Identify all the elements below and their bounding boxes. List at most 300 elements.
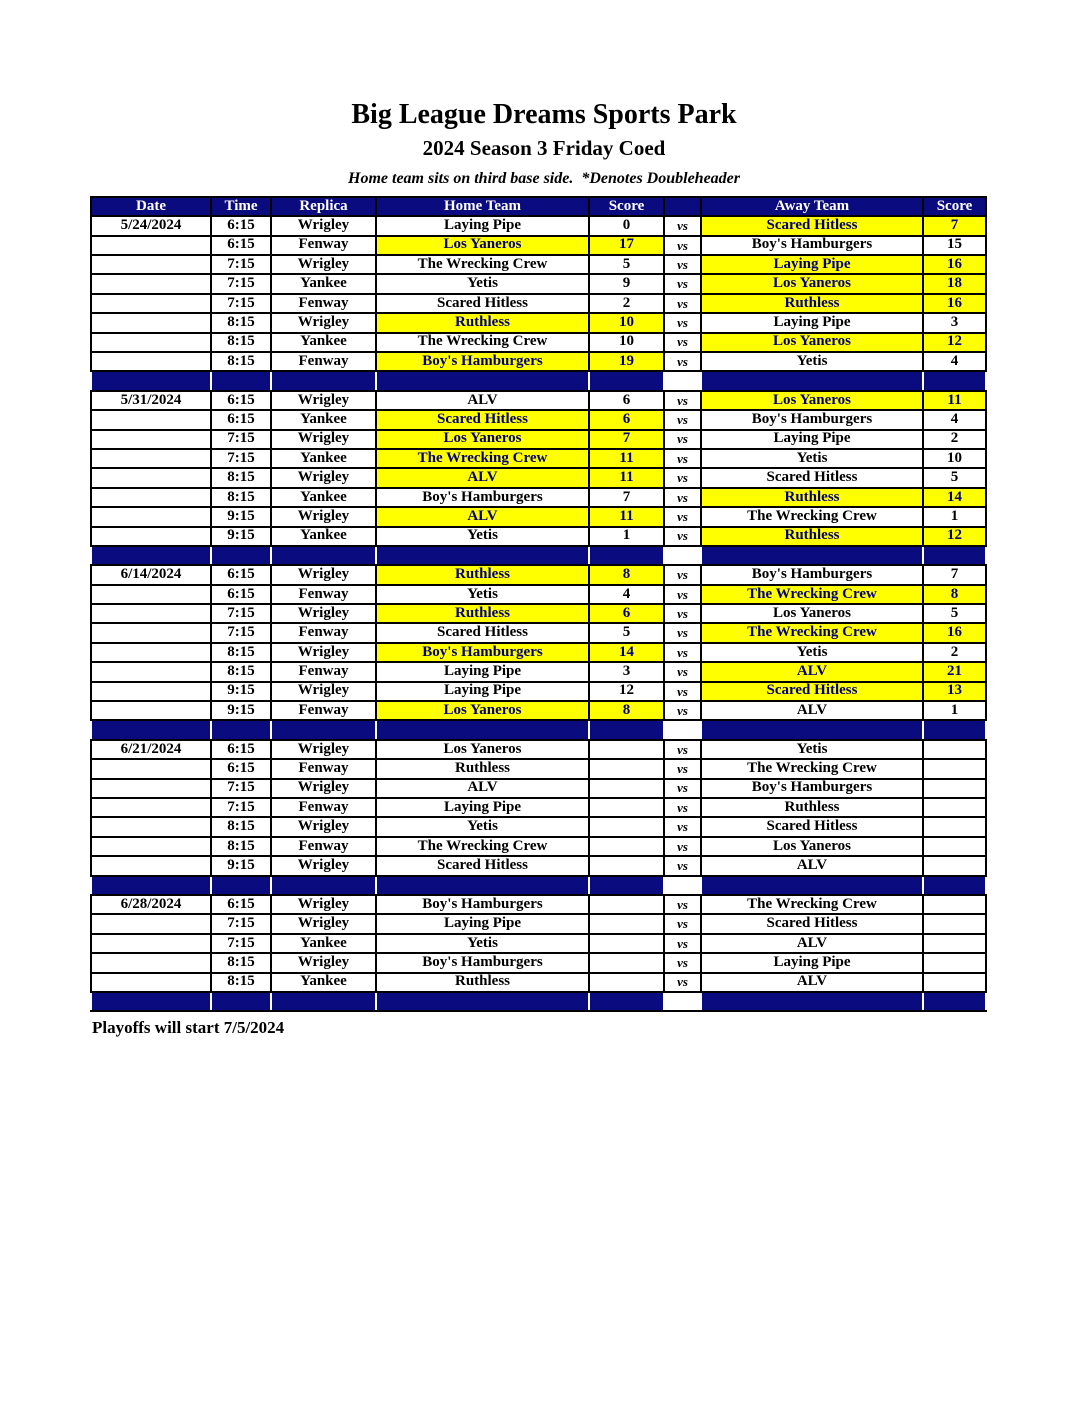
away-score-cell: 4 xyxy=(923,352,986,371)
header-away-score: Score xyxy=(923,197,986,216)
vs-label-cell: vs xyxy=(664,973,701,992)
game-row xyxy=(91,759,986,778)
vs-label-cell: vs xyxy=(664,953,701,972)
replica-cell: Wrigley xyxy=(271,682,376,701)
home-score-cell xyxy=(589,914,664,933)
away-score-cell xyxy=(923,759,986,778)
home-score-cell: 10 xyxy=(589,333,664,352)
game-row xyxy=(91,662,986,681)
home-team-cell: ALV xyxy=(376,779,589,798)
vs-label-cell: vs xyxy=(664,236,701,255)
separator-cell xyxy=(211,371,271,390)
time-cell: 8:15 xyxy=(211,468,271,487)
game-row xyxy=(91,779,986,798)
home-team-cell: ALV xyxy=(376,468,589,487)
away-score-cell: 5 xyxy=(923,468,986,487)
date-cell xyxy=(91,449,211,468)
time-cell: 7:15 xyxy=(211,604,271,623)
vs-label-cell: vs xyxy=(664,294,701,313)
separator-cell xyxy=(923,992,986,1011)
date-cell xyxy=(91,255,211,274)
date-cell xyxy=(91,274,211,293)
home-score-cell xyxy=(589,856,664,875)
date-cell xyxy=(91,410,211,429)
time-cell: 7:15 xyxy=(211,623,271,642)
away-team-cell: Scared Hitless xyxy=(701,216,923,235)
replica-cell: Yankee xyxy=(271,274,376,293)
home-score-cell: 2 xyxy=(589,294,664,313)
separator-cell xyxy=(664,992,701,1011)
home-team-cell: Scared Hitless xyxy=(376,294,589,313)
separator-cell xyxy=(589,992,664,1011)
away-score-cell: 2 xyxy=(923,643,986,662)
home-team-cell: Laying Pipe xyxy=(376,216,589,235)
separator-cell xyxy=(91,720,211,739)
vs-label-cell: vs xyxy=(664,759,701,778)
game-row xyxy=(91,236,986,255)
game-row xyxy=(91,817,986,836)
away-team-cell: Laying Pipe xyxy=(701,313,923,332)
home-team-cell: Laying Pipe xyxy=(376,662,589,681)
home-score-cell: 12 xyxy=(589,682,664,701)
replica-cell: Wrigley xyxy=(271,953,376,972)
header-replica: Replica xyxy=(271,197,376,216)
time-cell: 8:15 xyxy=(211,488,271,507)
separator-row xyxy=(91,992,986,1011)
date-cell xyxy=(91,914,211,933)
away-team-cell: Los Yaneros xyxy=(701,837,923,856)
replica-cell: Wrigley xyxy=(271,565,376,584)
replica-cell: Fenway xyxy=(271,294,376,313)
game-row xyxy=(91,895,986,914)
replica-cell: Fenway xyxy=(271,837,376,856)
date-cell xyxy=(91,333,211,352)
away-team-cell: Los Yaneros xyxy=(701,604,923,623)
away-score-cell xyxy=(923,817,986,836)
date-cell xyxy=(91,856,211,875)
time-cell: 6:15 xyxy=(211,236,271,255)
home-score-cell: 1 xyxy=(589,527,664,546)
playoffs-note: Playoffs will start 7/5/2024 xyxy=(92,1018,285,1038)
time-cell: 6:15 xyxy=(211,585,271,604)
home-team-cell: Laying Pipe xyxy=(376,682,589,701)
date-cell xyxy=(91,934,211,953)
replica-cell: Wrigley xyxy=(271,817,376,836)
home-team-cell: Scared Hitless xyxy=(376,623,589,642)
time-cell: 8:15 xyxy=(211,817,271,836)
date-cell xyxy=(91,507,211,526)
away-team-cell: The Wrecking Crew xyxy=(701,585,923,604)
home-team-note: Home team sits on third base side. *Denotes Doubleheader xyxy=(348,170,740,188)
home-team-cell: Ruthless xyxy=(376,604,589,623)
replica-cell: Fenway xyxy=(271,236,376,255)
replica-cell: Wrigley xyxy=(271,507,376,526)
away-score-cell xyxy=(923,798,986,817)
home-team-cell: The Wrecking Crew xyxy=(376,255,589,274)
away-team-cell: Laying Pipe xyxy=(701,430,923,449)
game-row xyxy=(91,623,986,642)
away-score-cell: 1 xyxy=(923,507,986,526)
separator-cell xyxy=(271,371,376,390)
separator-cell xyxy=(701,720,923,739)
separator-cell xyxy=(211,992,271,1011)
away-team-cell: Scared Hitless xyxy=(701,817,923,836)
header-away-team: Away Team xyxy=(701,197,923,216)
away-score-cell: 10 xyxy=(923,449,986,468)
separator-cell xyxy=(271,876,376,895)
away-score-cell xyxy=(923,779,986,798)
away-team-cell: Ruthless xyxy=(701,527,923,546)
home-team-cell: Boy's Hamburgers xyxy=(376,895,589,914)
home-score-cell: 9 xyxy=(589,274,664,293)
away-score-cell: 18 xyxy=(923,274,986,293)
away-score-cell xyxy=(923,973,986,992)
date-cell xyxy=(91,313,211,332)
vs-label-cell: vs xyxy=(664,488,701,507)
away-team-cell: Scared Hitless xyxy=(701,914,923,933)
time-cell: 8:15 xyxy=(211,643,271,662)
time-cell: 8:15 xyxy=(211,313,271,332)
separator-cell xyxy=(923,720,986,739)
home-score-cell: 5 xyxy=(589,623,664,642)
time-cell: 7:15 xyxy=(211,934,271,953)
home-score-cell: 8 xyxy=(589,565,664,584)
away-score-cell xyxy=(923,953,986,972)
date-cell xyxy=(91,682,211,701)
home-team-cell: Yetis xyxy=(376,527,589,546)
game-row xyxy=(91,682,986,701)
date-cell xyxy=(91,701,211,720)
vs-label-cell: vs xyxy=(664,817,701,836)
away-team-cell: Yetis xyxy=(701,740,923,759)
away-score-cell: 13 xyxy=(923,682,986,701)
away-team-cell: The Wrecking Crew xyxy=(701,623,923,642)
separator-cell xyxy=(701,546,923,565)
away-team-cell: Ruthless xyxy=(701,488,923,507)
date-cell: 6/14/2024 xyxy=(91,565,211,584)
separator-cell xyxy=(589,371,664,390)
replica-cell: Fenway xyxy=(271,798,376,817)
replica-cell: Wrigley xyxy=(271,643,376,662)
date-cell xyxy=(91,585,211,604)
separator-cell xyxy=(664,546,701,565)
home-team-cell: Yetis xyxy=(376,817,589,836)
home-score-cell xyxy=(589,759,664,778)
time-cell: 9:15 xyxy=(211,701,271,720)
away-team-cell: ALV xyxy=(701,856,923,875)
away-score-cell: 12 xyxy=(923,527,986,546)
vs-label-cell: vs xyxy=(664,274,701,293)
time-cell: 6:15 xyxy=(211,216,271,235)
away-score-cell: 11 xyxy=(923,391,986,410)
date-cell xyxy=(91,430,211,449)
time-cell: 8:15 xyxy=(211,953,271,972)
home-team-cell: Laying Pipe xyxy=(376,798,589,817)
home-team-cell: Ruthless xyxy=(376,313,589,332)
vs-label-cell: vs xyxy=(664,333,701,352)
home-score-cell: 6 xyxy=(589,391,664,410)
away-score-cell: 21 xyxy=(923,662,986,681)
separator-cell xyxy=(376,876,589,895)
home-team-cell: Yetis xyxy=(376,585,589,604)
vs-label-cell: vs xyxy=(664,391,701,410)
date-cell xyxy=(91,798,211,817)
away-score-cell: 7 xyxy=(923,216,986,235)
game-row xyxy=(91,430,986,449)
separator-cell xyxy=(664,876,701,895)
game-row xyxy=(91,914,986,933)
away-team-cell: Boy's Hamburgers xyxy=(701,410,923,429)
separator-cell xyxy=(923,876,986,895)
vs-label-cell: vs xyxy=(664,914,701,933)
date-cell xyxy=(91,817,211,836)
home-score-cell: 7 xyxy=(589,430,664,449)
vs-label-cell: vs xyxy=(664,740,701,759)
home-score-cell xyxy=(589,779,664,798)
home-team-cell: Yetis xyxy=(376,934,589,953)
date-cell xyxy=(91,837,211,856)
time-cell: 9:15 xyxy=(211,527,271,546)
header-date: Date xyxy=(91,197,211,216)
replica-cell: Wrigley xyxy=(271,895,376,914)
replica-cell: Wrigley xyxy=(271,216,376,235)
away-team-cell: Ruthless xyxy=(701,294,923,313)
separator-cell xyxy=(589,720,664,739)
replica-cell: Fenway xyxy=(271,585,376,604)
time-cell: 8:15 xyxy=(211,973,271,992)
vs-label-cell: vs xyxy=(664,682,701,701)
game-row xyxy=(91,333,986,352)
away-score-cell xyxy=(923,934,986,953)
away-score-cell: 16 xyxy=(923,255,986,274)
home-team-cell: ALV xyxy=(376,507,589,526)
home-score-cell xyxy=(589,798,664,817)
home-score-cell: 0 xyxy=(589,216,664,235)
separator-cell xyxy=(701,371,923,390)
time-cell: 6:15 xyxy=(211,895,271,914)
replica-cell: Fenway xyxy=(271,352,376,371)
home-score-cell xyxy=(589,934,664,953)
header-home-team: Home Team xyxy=(376,197,589,216)
time-cell: 6:15 xyxy=(211,410,271,429)
separator-row xyxy=(91,720,986,739)
separator-cell xyxy=(271,720,376,739)
replica-cell: Wrigley xyxy=(271,255,376,274)
replica-cell: Fenway xyxy=(271,623,376,642)
time-cell: 8:15 xyxy=(211,662,271,681)
home-score-cell: 11 xyxy=(589,507,664,526)
separator-row xyxy=(91,546,986,565)
away-team-cell: Scared Hitless xyxy=(701,682,923,701)
home-team-cell: Scared Hitless xyxy=(376,410,589,429)
date-cell xyxy=(91,604,211,623)
vs-label-cell: vs xyxy=(664,410,701,429)
separator-cell xyxy=(701,992,923,1011)
game-row xyxy=(91,488,986,507)
time-cell: 6:15 xyxy=(211,565,271,584)
date-cell: 6/21/2024 xyxy=(91,740,211,759)
home-team-cell: Boy's Hamburgers xyxy=(376,643,589,662)
replica-cell: Fenway xyxy=(271,701,376,720)
home-team-cell: Los Yaneros xyxy=(376,430,589,449)
replica-cell: Wrigley xyxy=(271,391,376,410)
time-cell: 7:15 xyxy=(211,255,271,274)
separator-cell xyxy=(664,720,701,739)
date-cell: 5/31/2024 xyxy=(91,391,211,410)
replica-cell: Yankee xyxy=(271,333,376,352)
time-cell: 7:15 xyxy=(211,449,271,468)
home-team-cell: Ruthless xyxy=(376,565,589,584)
header-time: Time xyxy=(211,197,271,216)
away-score-cell: 16 xyxy=(923,294,986,313)
replica-cell: Wrigley xyxy=(271,914,376,933)
game-row xyxy=(91,216,986,235)
vs-label-cell: vs xyxy=(664,779,701,798)
home-score-cell: 17 xyxy=(589,236,664,255)
game-row xyxy=(91,410,986,429)
home-team-cell: Laying Pipe xyxy=(376,914,589,933)
replica-cell: Wrigley xyxy=(271,779,376,798)
away-team-cell: Los Yaneros xyxy=(701,274,923,293)
game-row xyxy=(91,294,986,313)
away-score-cell: 1 xyxy=(923,701,986,720)
date-cell xyxy=(91,759,211,778)
home-score-cell: 6 xyxy=(589,604,664,623)
separator-cell xyxy=(376,720,589,739)
home-score-cell: 14 xyxy=(589,643,664,662)
away-score-cell xyxy=(923,914,986,933)
game-row xyxy=(91,565,986,584)
header-home-score: Score xyxy=(589,197,664,216)
home-team-cell: Yetis xyxy=(376,274,589,293)
game-row xyxy=(91,934,986,953)
replica-cell: Yankee xyxy=(271,973,376,992)
separator-cell xyxy=(91,546,211,565)
date-cell xyxy=(91,623,211,642)
separator-cell xyxy=(211,720,271,739)
vs-label-cell: vs xyxy=(664,623,701,642)
away-team-cell: Ruthless xyxy=(701,798,923,817)
vs-label-cell: vs xyxy=(664,507,701,526)
vs-label-cell: vs xyxy=(664,449,701,468)
replica-cell: Yankee xyxy=(271,527,376,546)
vs-label-cell: vs xyxy=(664,352,701,371)
away-team-cell: ALV xyxy=(701,934,923,953)
away-score-cell: 5 xyxy=(923,604,986,623)
vs-label-cell: vs xyxy=(664,313,701,332)
separator-cell xyxy=(376,546,589,565)
away-score-cell xyxy=(923,895,986,914)
vs-label-cell: vs xyxy=(664,585,701,604)
home-team-cell: Boy's Hamburgers xyxy=(376,352,589,371)
away-team-cell: Laying Pipe xyxy=(701,953,923,972)
away-team-cell: The Wrecking Crew xyxy=(701,759,923,778)
game-row xyxy=(91,468,986,487)
separator-cell xyxy=(91,371,211,390)
game-row xyxy=(91,798,986,817)
home-team-cell: Ruthless xyxy=(376,759,589,778)
vs-label-cell: vs xyxy=(664,468,701,487)
game-row xyxy=(91,585,986,604)
date-cell xyxy=(91,662,211,681)
home-team-cell: The Wrecking Crew xyxy=(376,449,589,468)
time-cell: 9:15 xyxy=(211,507,271,526)
game-row xyxy=(91,701,986,720)
separator-cell xyxy=(271,992,376,1011)
home-team-cell: Los Yaneros xyxy=(376,236,589,255)
separator-cell xyxy=(211,546,271,565)
home-team-cell: Boy's Hamburgers xyxy=(376,488,589,507)
replica-cell: Yankee xyxy=(271,410,376,429)
date-cell xyxy=(91,527,211,546)
vs-label-cell: vs xyxy=(664,837,701,856)
date-cell xyxy=(91,352,211,371)
separator-row xyxy=(91,876,986,895)
away-team-cell: Boy's Hamburgers xyxy=(701,779,923,798)
separator-cell xyxy=(211,876,271,895)
away-team-cell: The Wrecking Crew xyxy=(701,507,923,526)
away-score-cell: 15 xyxy=(923,236,986,255)
separator-cell xyxy=(376,992,589,1011)
home-team-cell: ALV xyxy=(376,391,589,410)
home-score-cell: 10 xyxy=(589,313,664,332)
game-row xyxy=(91,274,986,293)
home-score-cell: 6 xyxy=(589,410,664,429)
time-cell: 7:15 xyxy=(211,294,271,313)
date-cell xyxy=(91,973,211,992)
vs-label-cell: vs xyxy=(664,934,701,953)
away-team-cell: Laying Pipe xyxy=(701,255,923,274)
home-team-cell: The Wrecking Crew xyxy=(376,837,589,856)
time-cell: 8:15 xyxy=(211,352,271,371)
game-row xyxy=(91,313,986,332)
away-team-cell: Yetis xyxy=(701,643,923,662)
time-cell: 6:15 xyxy=(211,391,271,410)
page-subtitle: 2024 Season 3 Friday Coed xyxy=(422,136,666,161)
away-team-cell: Yetis xyxy=(701,352,923,371)
away-score-cell: 12 xyxy=(923,333,986,352)
away-score-cell: 7 xyxy=(923,565,986,584)
replica-cell: Wrigley xyxy=(271,740,376,759)
time-cell: 8:15 xyxy=(211,333,271,352)
vs-label-cell: vs xyxy=(664,565,701,584)
game-row xyxy=(91,527,986,546)
away-team-cell: Los Yaneros xyxy=(701,391,923,410)
away-score-cell: 2 xyxy=(923,430,986,449)
separator-cell xyxy=(589,876,664,895)
date-cell xyxy=(91,953,211,972)
header-vs xyxy=(664,197,701,216)
away-score-cell: 3 xyxy=(923,313,986,332)
replica-cell: Wrigley xyxy=(271,313,376,332)
vs-label-cell: vs xyxy=(664,430,701,449)
schedule-table-body xyxy=(91,216,986,1011)
away-team-cell: Los Yaneros xyxy=(701,333,923,352)
date-cell xyxy=(91,236,211,255)
replica-cell: Fenway xyxy=(271,662,376,681)
replica-cell: Yankee xyxy=(271,488,376,507)
replica-cell: Wrigley xyxy=(271,604,376,623)
home-score-cell: 3 xyxy=(589,662,664,681)
time-cell: 6:15 xyxy=(211,740,271,759)
game-row xyxy=(91,973,986,992)
away-score-cell xyxy=(923,740,986,759)
separator-cell xyxy=(923,546,986,565)
date-cell: 5/24/2024 xyxy=(91,216,211,235)
away-team-cell: ALV xyxy=(701,701,923,720)
schedule-table xyxy=(90,196,987,1012)
home-score-cell xyxy=(589,817,664,836)
